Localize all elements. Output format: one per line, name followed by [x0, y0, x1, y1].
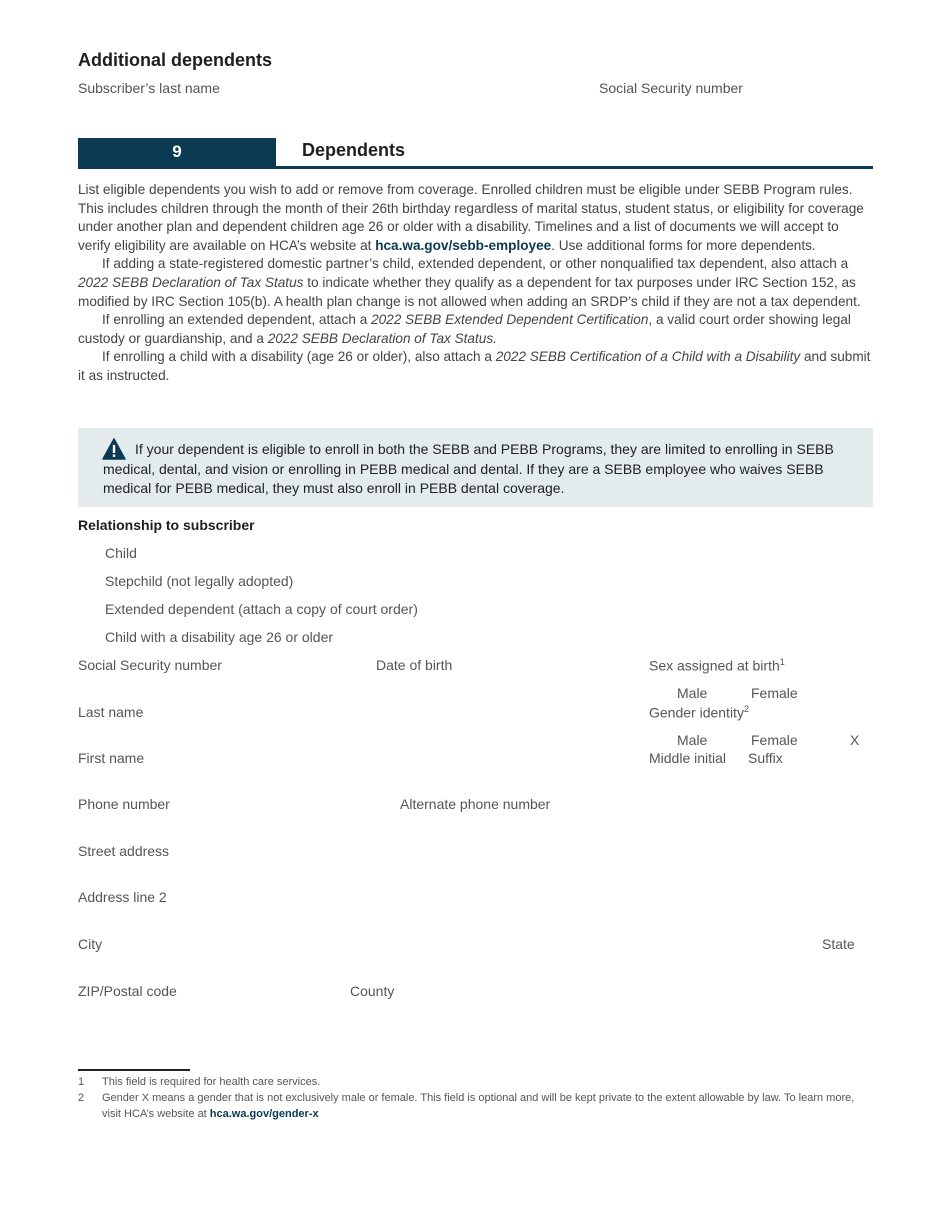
gender-x-link[interactable]: hca.wa.gov/gender-x	[209, 1107, 319, 1120]
sex-assigned-text: Sex assigned at birth	[649, 657, 780, 674]
footnote-ref: 2	[743, 704, 749, 714]
instructions-text: and submit it as instructed.	[78, 349, 871, 383]
footnote-number: 2	[78, 1092, 85, 1104]
date-of-birth-field[interactable]: Date of birth	[376, 657, 453, 673]
section-header	[78, 138, 873, 169]
instructions-text: . Use additional forms for more dependents.	[551, 237, 816, 253]
instructions-text: , a valid court order showing legal custody or guardianship, and a	[78, 312, 851, 346]
relationship-option-disabled-child[interactable]: Child with a disability age 26 or older	[105, 629, 334, 645]
form-title-reference: 2022 SEBB Extended Dependent Certification	[371, 312, 649, 328]
instructions	[78, 181, 874, 386]
gender-x-option[interactable]: X	[850, 732, 860, 748]
footnote-ref: 1	[779, 657, 785, 667]
sex-female-option[interactable]: Female	[751, 685, 798, 701]
sex-male-option[interactable]: Male	[677, 685, 708, 701]
footnote-number: 1	[78, 1076, 85, 1088]
last-name-field[interactable]: Last name	[78, 704, 144, 720]
phone-number-field[interactable]: Phone number	[78, 796, 170, 812]
instructions-text: to indicate whether they qualify as a dependent for tax purposes under IRC Section 152, as modified by IRC Section 105(b). A health plan change is not allowed when adding an SRDP’s child if they are not a tax dependent.	[78, 274, 861, 309]
instructions-text: If enrolling a child with a disability (age 26 or older), also attach a	[102, 349, 496, 365]
footnote-divider	[78, 1069, 190, 1071]
instructions-paragraph-2	[78, 255, 874, 311]
section-title: Dependents	[302, 140, 406, 160]
sebb-employee-link[interactable]: hca.wa.gov/sebb-employee	[375, 237, 552, 253]
form-title-reference: 2022 SEBB Certification of a Child with a Disability	[495, 349, 801, 365]
subscriber-last-name-label: Subscriber’s last name	[78, 80, 220, 96]
footnote-text: Gender X means a gender that is not exclusively male or female. This field is optional and will be kept private to the extent allowable by law. To learn more, visit HCA’s website at	[102, 1092, 855, 1120]
footnote-text: This field is required for health care services.	[102, 1076, 321, 1088]
relationship-option-extended-dependent[interactable]: Extended dependent (attach a copy of court order)	[105, 601, 418, 617]
suffix-field[interactable]: Suffix	[748, 750, 783, 766]
dependent-ssn-field[interactable]: Social Security number	[78, 657, 222, 673]
gender-female-option[interactable]: Female	[751, 732, 798, 748]
section-number: 9	[78, 138, 276, 166]
notice-box	[78, 428, 873, 507]
state-field[interactable]: State	[822, 936, 855, 952]
footnote-2	[78, 1091, 868, 1122]
footnote-1	[78, 1075, 868, 1091]
instructions-text: If adding a state-registered domestic partner’s child, extended dependent, or other nonqualified tax dependent, also attach a	[102, 256, 849, 272]
subscriber-ssn-label: Social Security number	[599, 80, 743, 96]
first-name-field[interactable]: First name	[78, 750, 145, 766]
page-title: Additional dependents	[78, 50, 273, 70]
address-line-2-field[interactable]: Address line 2	[78, 889, 167, 905]
gender-male-option[interactable]: Male	[677, 732, 708, 748]
instructions-text: If enrolling an extended dependent, attach a	[102, 312, 372, 328]
alternate-phone-field[interactable]: Alternate phone number	[400, 796, 551, 812]
zip-code-field[interactable]: ZIP/Postal code	[78, 983, 177, 999]
relationship-option-stepchild[interactable]: Stepchild (not legally adopted)	[105, 573, 294, 589]
gender-identity-label	[649, 704, 749, 721]
county-field[interactable]: County	[350, 983, 395, 999]
instructions-paragraph-4	[78, 348, 874, 385]
middle-initial-field[interactable]: Middle initial	[649, 750, 727, 766]
instructions-paragraph-3	[78, 311, 874, 348]
form-title-reference: 2022 SEBB Declaration of Tax Status.	[267, 330, 497, 346]
instructions-text: List eligible dependents you wish to add or remove from coverage. Enrolled children must be eligible under SEBB Program rules. This includes children through the month of their 26th birthday regardless of marital status, student status, or eligibility for coverage under another plan and dependent children age 26 or older with a disability. Timelines and a list of documents we will accept to verify eligibility are available on HCA’s website at	[78, 182, 864, 253]
form-title-reference: 2022 SEBB Declaration of Tax Status	[78, 274, 304, 290]
relationship-label: Relationship to subscriber	[78, 517, 255, 533]
footnote-text-wrap	[102, 1091, 868, 1122]
instructions-paragraph-1	[78, 181, 874, 255]
street-address-field[interactable]: Street address	[78, 843, 170, 859]
notice-text: If your dependent is eligible to enroll in both the SEBB and PEBB Programs, they are limited to enrolling in SEBB medical, dental, and vision or enrolling in PEBB medical and dental. If they are a SEBB employee who waives SEBB medical for PEBB medical, they must also enroll in PEBB dental coverage.	[103, 441, 834, 496]
sex-assigned-label	[649, 657, 785, 674]
gender-identity-text: Gender identity	[649, 704, 744, 721]
relationship-option-child[interactable]: Child	[105, 545, 137, 561]
city-field[interactable]: City	[78, 936, 103, 952]
